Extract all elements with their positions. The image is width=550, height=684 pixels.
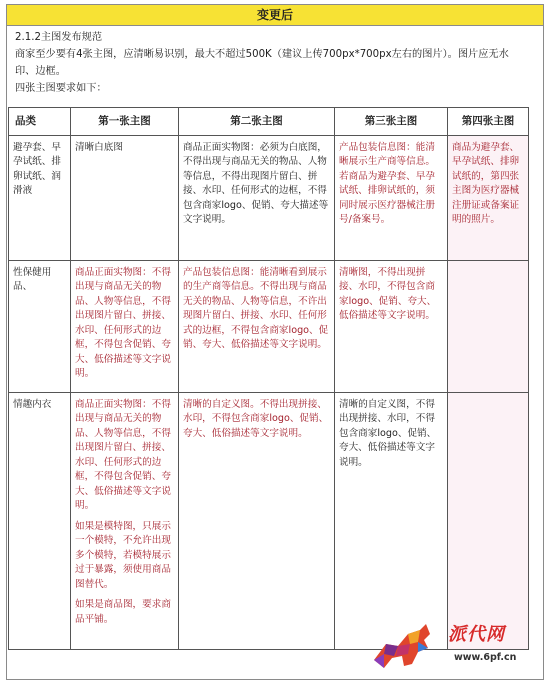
main-image-spec-table bbox=[8, 107, 529, 650]
cell-text: 清晰白底图 bbox=[75, 141, 123, 153]
cell-text: 产品包装信息图：能清晰看到展示的生产商等信息。不得出现与商品无关的物品、人物等信息，不许出现图片留白、拼接、水印、任何形式的边框，不得包含商家logo、促销、夸大、低俗描述等文字说明。 bbox=[183, 266, 329, 350]
header-category: 品类 bbox=[9, 108, 71, 136]
header-image-2: 第二张主图 bbox=[179, 108, 335, 136]
cell-text: 清晰的自定义图。不得出现拼接、水印，不得包含商家logo、促销、夸大、低俗描述等文字说明。 bbox=[183, 398, 329, 439]
cell-image-2 bbox=[179, 392, 335, 649]
change-banner: 变更后 bbox=[7, 5, 543, 26]
table-row bbox=[9, 260, 529, 392]
table-header-row bbox=[9, 108, 529, 136]
cell-text: 商品正面实物图：必须为白底图，不得出现与商品无关的物品、人物等信息，不得出现图片留白、拼接、水印、任何形式的边框，不得包含商家logo、促销、夸大描述等文字说明。 bbox=[183, 141, 329, 225]
cell-text: 如果是商品图，要求商品平铺。 bbox=[75, 599, 171, 625]
site-watermark bbox=[368, 618, 540, 674]
cell-image-4 bbox=[448, 135, 529, 260]
row-category: 情趣内衣 bbox=[9, 392, 71, 649]
horse-logo-icon bbox=[368, 620, 454, 672]
cell-image-3 bbox=[335, 135, 448, 260]
cell-text: 商品正面实物图：不得出现与商品无关的物品、人物等信息，不得出现图片留白、拼接、水印、任何形式的边框，不得包含促销、夸大、低俗描述等文字说明。 bbox=[75, 398, 171, 511]
cell-text: 产品包装信息图：能清晰展示生产商等信息。若商品为避孕套、早孕试纸、排卵试纸的，须同时展示医疗器械注册号/备案号。 bbox=[339, 141, 435, 225]
table-row bbox=[9, 135, 529, 260]
intro-line-2: 印、边框。 bbox=[15, 66, 66, 77]
row-category: 避孕套、早孕试纸、排卵试纸、润滑液 bbox=[9, 135, 71, 260]
cell-image-1 bbox=[71, 260, 179, 392]
intro-line-3: 四张主图要求如下： bbox=[15, 83, 107, 94]
header-image-4: 第四张主图 bbox=[448, 108, 529, 136]
cell-image-1 bbox=[71, 135, 179, 260]
cell-image-2 bbox=[179, 135, 335, 260]
table-row bbox=[9, 392, 529, 649]
cell-image-2 bbox=[179, 260, 335, 392]
watermark-brand: 派代网 bbox=[448, 624, 505, 645]
cell-image-3 bbox=[335, 260, 448, 392]
cell-text: 商品为避孕套、早孕试纸、排卵试纸的，第四张主图为医疗器械注册证或备案证明的照片。 bbox=[452, 141, 520, 225]
cell-text: 清晰的自定义图，不得出现拼接、水印，不得包含商家logo、促销、夸大、低俗描述等文字说明。 bbox=[339, 398, 437, 468]
intro-block bbox=[7, 26, 543, 97]
cell-text: 如果是模特图，只展示一个模特，不允许出现多个模特，若模特展示过于暴露，须使用商品图替代。 bbox=[75, 520, 171, 590]
cell-image-1 bbox=[71, 392, 179, 649]
intro-line-1: 商家至少要有4张主图，应清晰易识别，最大不超过500K（建议上传700px*700px左右的图片）。图片应无水 bbox=[15, 49, 509, 60]
cell-image-4-empty bbox=[448, 392, 529, 649]
cell-image-3 bbox=[335, 392, 448, 649]
cell-text: 清晰图，不得出现拼接、水印，不得包含商家logo、促销、夸大、低俗描述等文字说明。 bbox=[339, 266, 437, 321]
watermark-url: www.6pf.cn bbox=[454, 652, 517, 663]
header-image-1: 第一张主图 bbox=[71, 108, 179, 136]
section-title: 2.1.2主图发布规范 bbox=[15, 32, 103, 43]
cell-text: 商品正面实物图：不得出现与商品无关的物品、人物等信息，不得出现图片留白、拼接、水印、任何形式的边框，不得包含促销、夸大、低俗描述等文字说明。 bbox=[75, 266, 171, 379]
row-category: 性保健用品、 bbox=[9, 260, 71, 392]
cell-image-4-empty bbox=[448, 260, 529, 392]
header-image-3: 第三张主图 bbox=[335, 108, 448, 136]
